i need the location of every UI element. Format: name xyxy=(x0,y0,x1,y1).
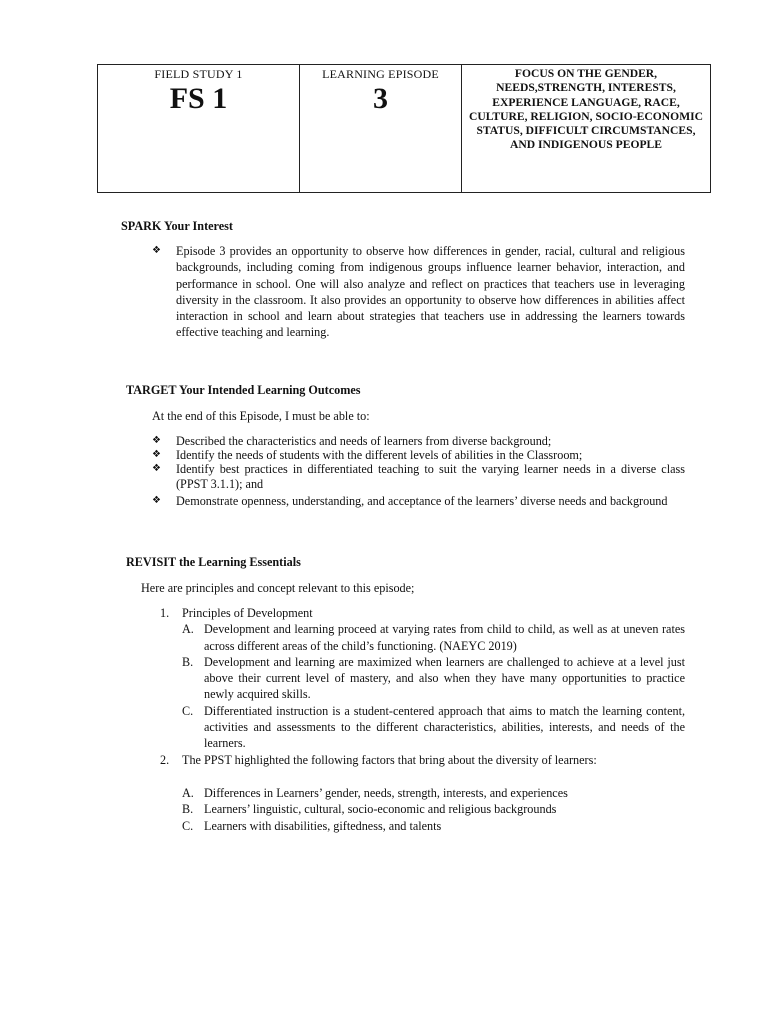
sub-text: Learners with disabilities, giftedness, and talents xyxy=(204,818,442,833)
diamond-bullet-icon: ❖ xyxy=(152,494,161,506)
field-study-cell xyxy=(98,65,300,193)
sub-text: Development and learning are maximized when learners are challenged to achieve at a level just above their current level of mastery, and also when they have many opportunities to practice newly acquired skills. xyxy=(204,654,685,702)
diamond-bullet-icon: ❖ xyxy=(152,463,161,475)
sub-item xyxy=(182,818,685,834)
focus-cell xyxy=(462,65,711,193)
list-item-label: The PPST highlighted the following factors that bring about the diversity of learners: xyxy=(182,752,597,767)
principles-list xyxy=(160,605,685,834)
sub-item xyxy=(182,801,685,817)
sub-letter: B. xyxy=(182,654,194,669)
learning-episode-cell xyxy=(300,65,462,193)
diamond-bullet-icon: ❖ xyxy=(152,245,161,256)
target-intro: At the end of this Episode, I must be able to: xyxy=(152,409,370,423)
field-study-label: FIELD STUDY 1 xyxy=(154,67,243,81)
outcome-text: Identify the needs of students with the different levels of abilities in the Classroom; xyxy=(176,448,583,463)
sub-item xyxy=(182,621,685,654)
target-section-title: TARGET Your Intended Learning Outcomes xyxy=(126,383,361,397)
sub-item xyxy=(182,785,685,801)
sub-item xyxy=(182,654,685,703)
spark-paragraph-item xyxy=(152,243,685,341)
sub-text: Differentiated instruction is a student-centered approach that aims to match the learning content, activities and assessments to the different characteristics, abilities, interests, and needs of the learners. xyxy=(204,703,685,751)
list-item-ppst xyxy=(160,752,685,768)
outcome-item xyxy=(152,448,685,462)
sub-text: Development and learning proceed at varying rates from child to child, as well as at uneven rates across different areas of the child’s functioning. (NAEYC 2019) xyxy=(204,622,685,653)
episode-focus-title: FOCUS ON THE GENDER, NEEDS,STRENGTH, INTERESTS, EXPERIENCE LANGUAGE, RACE, CULTURE, RELIGION, SOCIO-ECONOMIC STATUS, DIFFICULT CIRCUMSTANCES, AND INDIGENOUS PEOPLE xyxy=(468,67,704,152)
sub-text: Learners’ linguistic, cultural, socio-economic and religious backgrounds xyxy=(204,802,557,817)
outcome-text: Demonstrate openness, understanding, and acceptance of the learners’ diverse needs and background xyxy=(176,493,668,508)
ppst-sublist xyxy=(160,785,685,834)
list-number: 2. xyxy=(160,752,170,767)
sub-letter: C. xyxy=(182,703,194,718)
sub-letter: B. xyxy=(182,802,194,817)
sub-letter: A. xyxy=(182,785,194,800)
list-item-principles xyxy=(160,605,685,621)
list-item-label: Principles of Development xyxy=(182,606,313,620)
revisit-section-title: REVISIT the Learning Essentials xyxy=(126,555,301,569)
spark-list xyxy=(152,243,685,341)
outcome-item xyxy=(152,434,685,448)
learning-episode-number: 3 xyxy=(373,82,388,115)
learning-episode-label: LEARNING EPISODE xyxy=(322,67,439,81)
outcome-item xyxy=(152,462,685,490)
field-study-code: FS 1 xyxy=(169,82,228,115)
sub-letter: C. xyxy=(182,818,194,833)
list-number: 1. xyxy=(160,606,170,620)
target-outcomes-list xyxy=(152,434,685,508)
outcome-text: Identify best practices in differentiated teaching to suit the varying learner needs in a diverse class (PPST 3.1.1); and xyxy=(176,462,685,491)
spark-paragraph: Episode 3 provides an opportunity to observe how differences in gender, racial, cultural and religious backgrounds, including coming from indigenous groups influence learner behavior, interaction, and performance in school. One will also analyze and reflect on practices that teachers use in leveraging diversity in the classroom. It also provides an opportunity to observe how differences in abilities affect interaction in school and learn about strategies that teachers use in addressing the learners towards effective teaching and learning. xyxy=(176,244,685,340)
episode-header-table xyxy=(97,64,711,193)
outcome-item xyxy=(152,494,685,508)
sub-letter: A. xyxy=(182,622,194,637)
diamond-bullet-icon: ❖ xyxy=(152,449,161,461)
revisit-intro: Here are principles and concept relevant to this episode; xyxy=(141,581,415,595)
sub-text: Differences in Learners’ gender, needs, strength, interests, and experiences xyxy=(204,785,568,800)
sub-item xyxy=(182,703,685,752)
diamond-bullet-icon: ❖ xyxy=(152,435,161,446)
outcome-text: Described the characteristics and needs of learners from diverse background; xyxy=(176,434,552,448)
principles-sublist xyxy=(160,621,685,751)
spark-section-title: SPARK Your Interest xyxy=(121,219,233,233)
